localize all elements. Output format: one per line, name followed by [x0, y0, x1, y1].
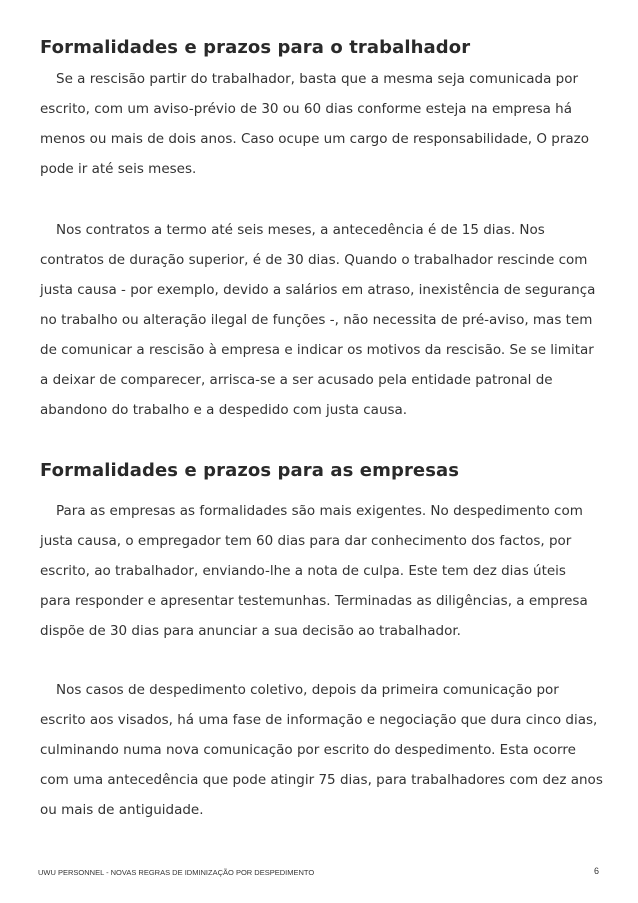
paragraph-line: contratos de duração superior, é de 30 dias. Quando o trabalhador rescinde com — [40, 252, 588, 268]
paragraph-line: Se a rescisão partir do trabalhador, basta que a mesma seja comunicada por — [56, 71, 579, 87]
section-title-worker: Formalidades e prazos para o trabalhador — [40, 37, 471, 58]
paragraph-line: menos ou mais de dois anos. Caso ocupe um cargo de responsabilidade, O prazo — [40, 131, 590, 147]
paragraph-line: Nos casos de despedimento coletivo, depois da primeira comunicação por — [56, 682, 559, 698]
paragraph-line: escrito aos visados, há uma fase de informação e negociação que dura cinco dias, — [40, 712, 598, 728]
paragraph-collective-dismissal — [40, 675, 610, 825]
paragraph-line: Para as empresas as formalidades são mais exigentes. No despedimento com — [56, 503, 583, 519]
paragraph-line: Nos contratos a termo até seis meses, a antecedência é de 15 dias. Nos — [56, 222, 545, 238]
paragraph-line: no trabalho ou alteração ilegal de funções -, não necessita de pré-aviso, mas tem — [40, 312, 593, 328]
paragraph-line: escrito, com um aviso-prévio de 30 ou 60 dias conforme esteja na empresa há — [40, 101, 572, 117]
paragraph-line: pode ir até seis meses. — [40, 161, 197, 177]
section-title-companies: Formalidades e prazos para as empresas — [40, 460, 460, 481]
paragraph-line: justa causa, o empregador tem 60 dias para dar conhecimento dos factos, por — [40, 533, 572, 549]
paragraph-line: a deixar de comparecer, arrisca-se a ser acusado pela entidade patronal de — [40, 372, 553, 388]
paragraph-line: justa causa - por exemplo, devido a salários em atraso, inexistência de segurança — [40, 282, 596, 298]
paragraph-line: de comunicar a rescisão à empresa e indicar os motivos da rescisão. Se se limitar — [40, 342, 594, 358]
paragraph-companies-formalities — [40, 496, 610, 646]
paragraph-line: para responder e apresentar testemunhas. Terminadas as diligências, a empresa — [40, 593, 588, 609]
paragraph-line: com uma antecedência que pode atingir 75 dias, para trabalhadores com dez anos — [40, 772, 603, 788]
footer-document-title: UWU PERSONNEL - NOVAS REGRAS DE IDMINIZAÇÃO POR DESPEDIMENTO — [38, 868, 315, 877]
paragraph-line: culminando numa nova comunicação por escrito do despedimento. Esta ocorre — [40, 742, 576, 758]
paragraph-worker-notice — [40, 64, 610, 184]
paragraph-worker-fixed-term — [40, 215, 610, 425]
paragraph-line: escrito, ao trabalhador, enviando-lhe a nota de culpa. Este tem dez dias úteis — [40, 563, 566, 579]
paragraph-line: ou mais de antiguidade. — [40, 802, 204, 818]
paragraph-line: dispõe de 30 dias para anunciar a sua decisão ao trabalhador. — [40, 623, 461, 639]
paragraph-line: abandono do trabalho e a despedido com justa causa. — [40, 402, 408, 418]
page-number: 6 — [593, 866, 599, 876]
